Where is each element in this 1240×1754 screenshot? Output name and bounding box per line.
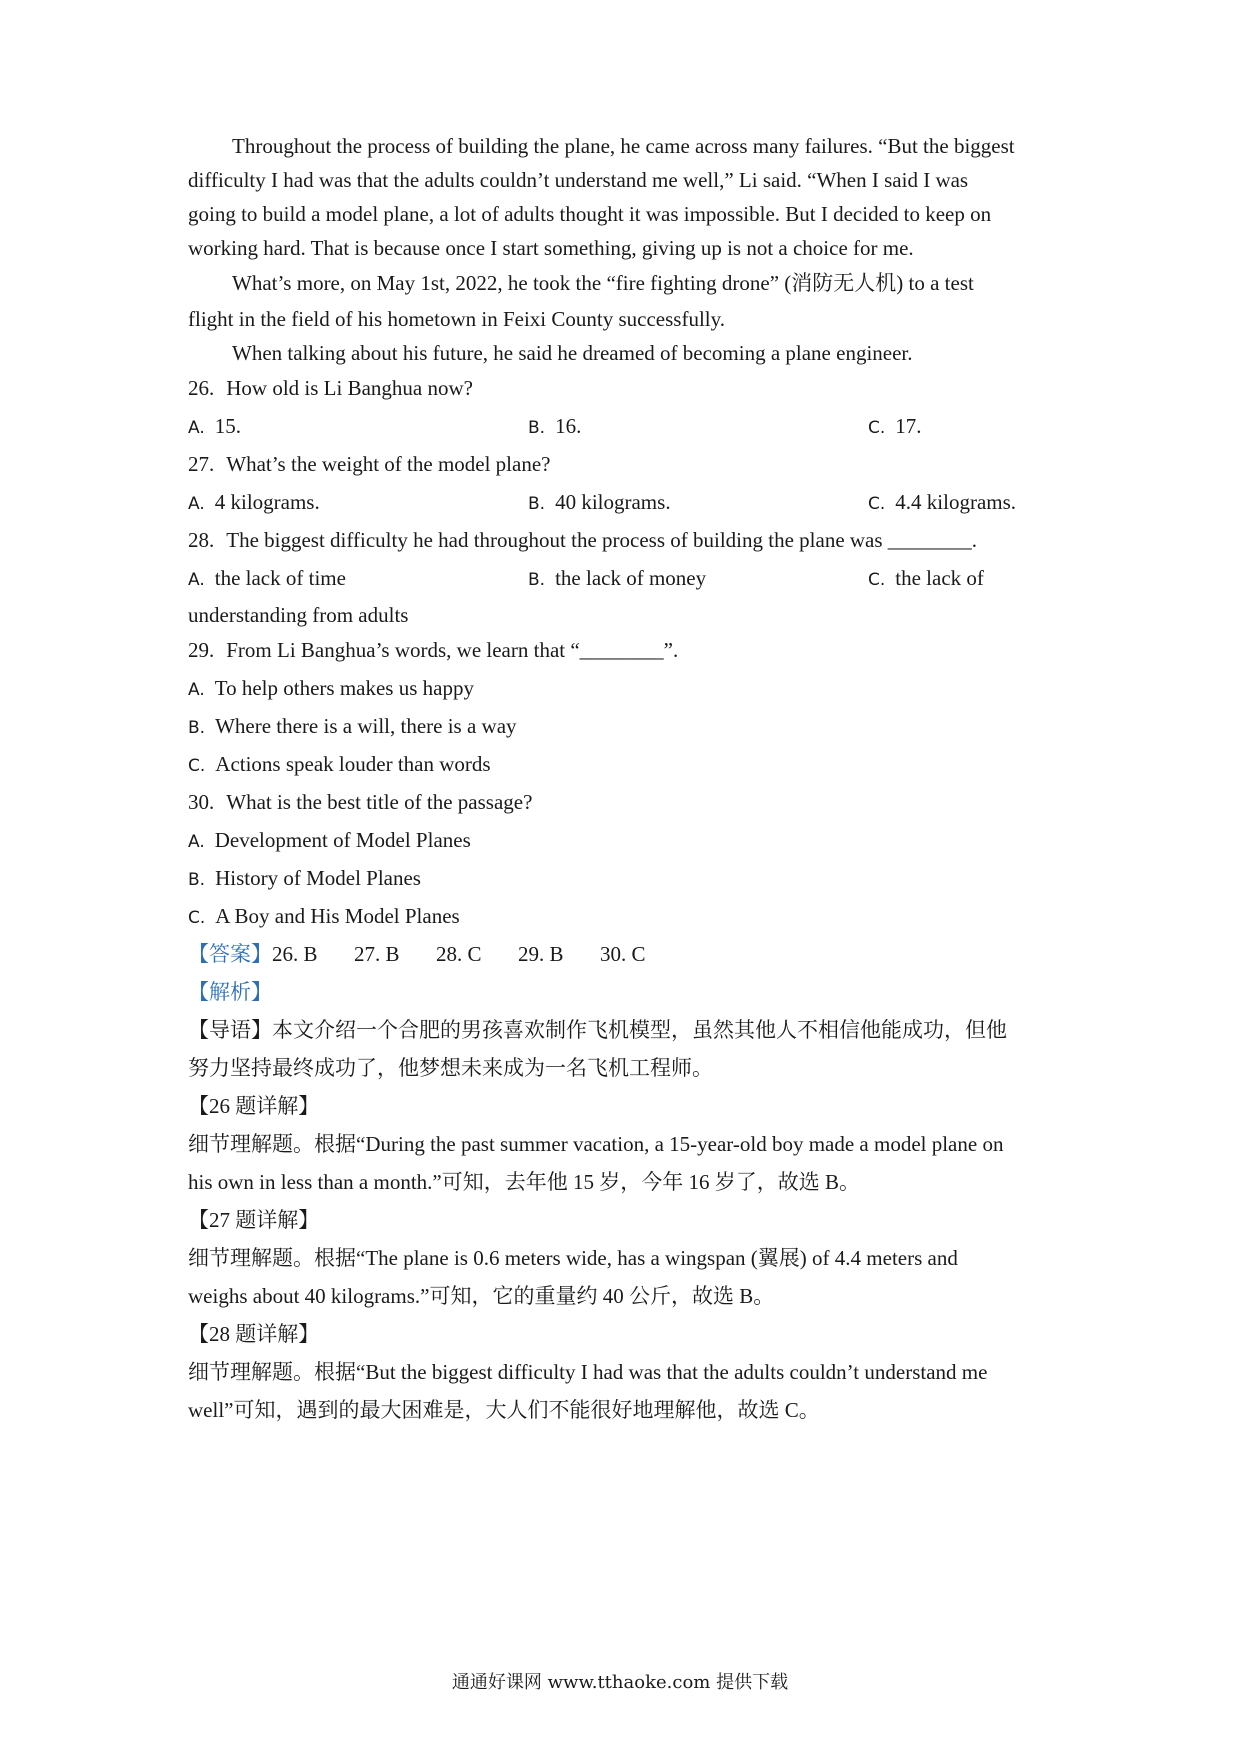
option-c: C. Actions speak louder than words — [188, 752, 491, 776]
option-c: C. 17. — [868, 414, 922, 438]
option-b: B. the lack of money — [528, 566, 707, 590]
question-text: How old is Li Banghua now? — [226, 376, 473, 400]
passage-line: flight in the field of his hometown in Feixi County successfully. — [188, 307, 725, 331]
explanation-line: weighs about 40 kilograms.”可知，它的重量约 40 公斤，故选 B。 — [188, 1284, 775, 1308]
section-heading-28: 【28 题详解】 — [188, 1322, 320, 1346]
intro-line: 【导语】本文介绍一个合肥的男孩喜欢制作飞机模型，虽然其他人不相信他能成功，但他 — [188, 1018, 1007, 1042]
explanation-line: 细节理解题。根据“But the biggest difficulty I had was that the adults couldn’t understand me — [188, 1360, 988, 1384]
question-number: 26. — [188, 376, 215, 400]
section-heading-27: 【27 题详解】 — [188, 1208, 320, 1232]
section-heading-26: 【26 题详解】 — [188, 1094, 320, 1118]
option-c: C. A Boy and His Model Planes — [188, 904, 460, 928]
question-text: What’s the weight of the model plane? — [226, 452, 551, 476]
question-text: From Li Banghua’s words, we learn that “________”. — [226, 638, 679, 662]
question-26 — [188, 376, 473, 400]
question-number: 27. — [188, 452, 215, 476]
question-28 — [188, 528, 977, 552]
option-a: A. 4 kilograms. — [188, 490, 320, 514]
passage-line: When talking about his future, he said he dreamed of becoming a plane engineer. — [232, 341, 913, 365]
option-b: B. History of Model Planes — [188, 866, 421, 890]
analysis-label: 【解析】 — [188, 980, 272, 1004]
option-c-wrap: understanding from adults — [188, 603, 409, 627]
explanation-line: 细节理解题。根据“The plane is 0.6 meters wide, has a wingspan (翼展) of 4.4 meters and — [188, 1246, 958, 1270]
option-c: C. the lack of — [868, 566, 984, 590]
page-footer: 通通好课网 www.tthaoke.com 提供下载 — [451, 1672, 789, 1693]
answer-item: 29. B — [518, 942, 564, 966]
explanation-line: his own in less than a month.”可知，去年他 15 岁，今年 16 岁了，故选 B。 — [188, 1170, 860, 1194]
question-text: The biggest difficulty he had throughout the process of building the plane was ________. — [226, 528, 978, 552]
option-a: A. Development of Model Planes — [188, 828, 471, 852]
option-b: B. 40 kilograms. — [528, 490, 671, 514]
question-27 — [188, 452, 550, 476]
explanation-line: well”可知，遇到的最大困难是，大人们不能很好地理解他，故选 C。 — [188, 1398, 820, 1422]
option-b: B. Where there is a will, there is a way — [188, 714, 517, 738]
answer-item: 26. B — [272, 942, 318, 966]
passage-line: What’s more, on May 1st, 2022, he took the “fire fighting drone” (消防无人机) to a test — [232, 271, 974, 295]
question-number: 30. — [188, 790, 215, 814]
answer-row — [188, 942, 646, 966]
answer-item: 28. C — [436, 942, 482, 966]
passage-line: difficulty I had was that the adults couldn’t understand me well,” Li said. “When I said I was — [188, 168, 969, 192]
answer-item: 27. B — [354, 942, 400, 966]
passage-line: Throughout the process of building the plane, he came across many failures. “But the biggest — [232, 134, 1015, 158]
passage-line: going to build a model plane, a lot of adults thought it was impossible. But I decided to keep on — [188, 202, 992, 226]
option-a: A. the lack of time — [188, 566, 346, 590]
explanation-line: 细节理解题。根据“During the past summer vacation, a 15-year-old boy made a model plane on — [188, 1132, 1004, 1156]
option-a: A. 15. — [188, 414, 241, 438]
question-number: 29. — [188, 638, 215, 662]
option-b: B. 16. — [528, 414, 582, 438]
intro-line: 努力坚持最终成功了，他梦想未来成为一名飞机工程师。 — [188, 1056, 713, 1080]
answer-item: 30. C — [600, 942, 646, 966]
question-30 — [188, 790, 532, 814]
passage-line: working hard. That is because once I start something, giving up is not a choice for me. — [188, 236, 914, 260]
question-29 — [188, 638, 678, 662]
option-c: C. 4.4 kilograms. — [868, 490, 1017, 514]
question-text: What is the best title of the passage? — [226, 790, 533, 814]
option-a: A. To help others makes us happy — [188, 676, 474, 700]
question-number: 28. — [188, 528, 215, 552]
answer-label: 【答案】 — [188, 942, 272, 966]
